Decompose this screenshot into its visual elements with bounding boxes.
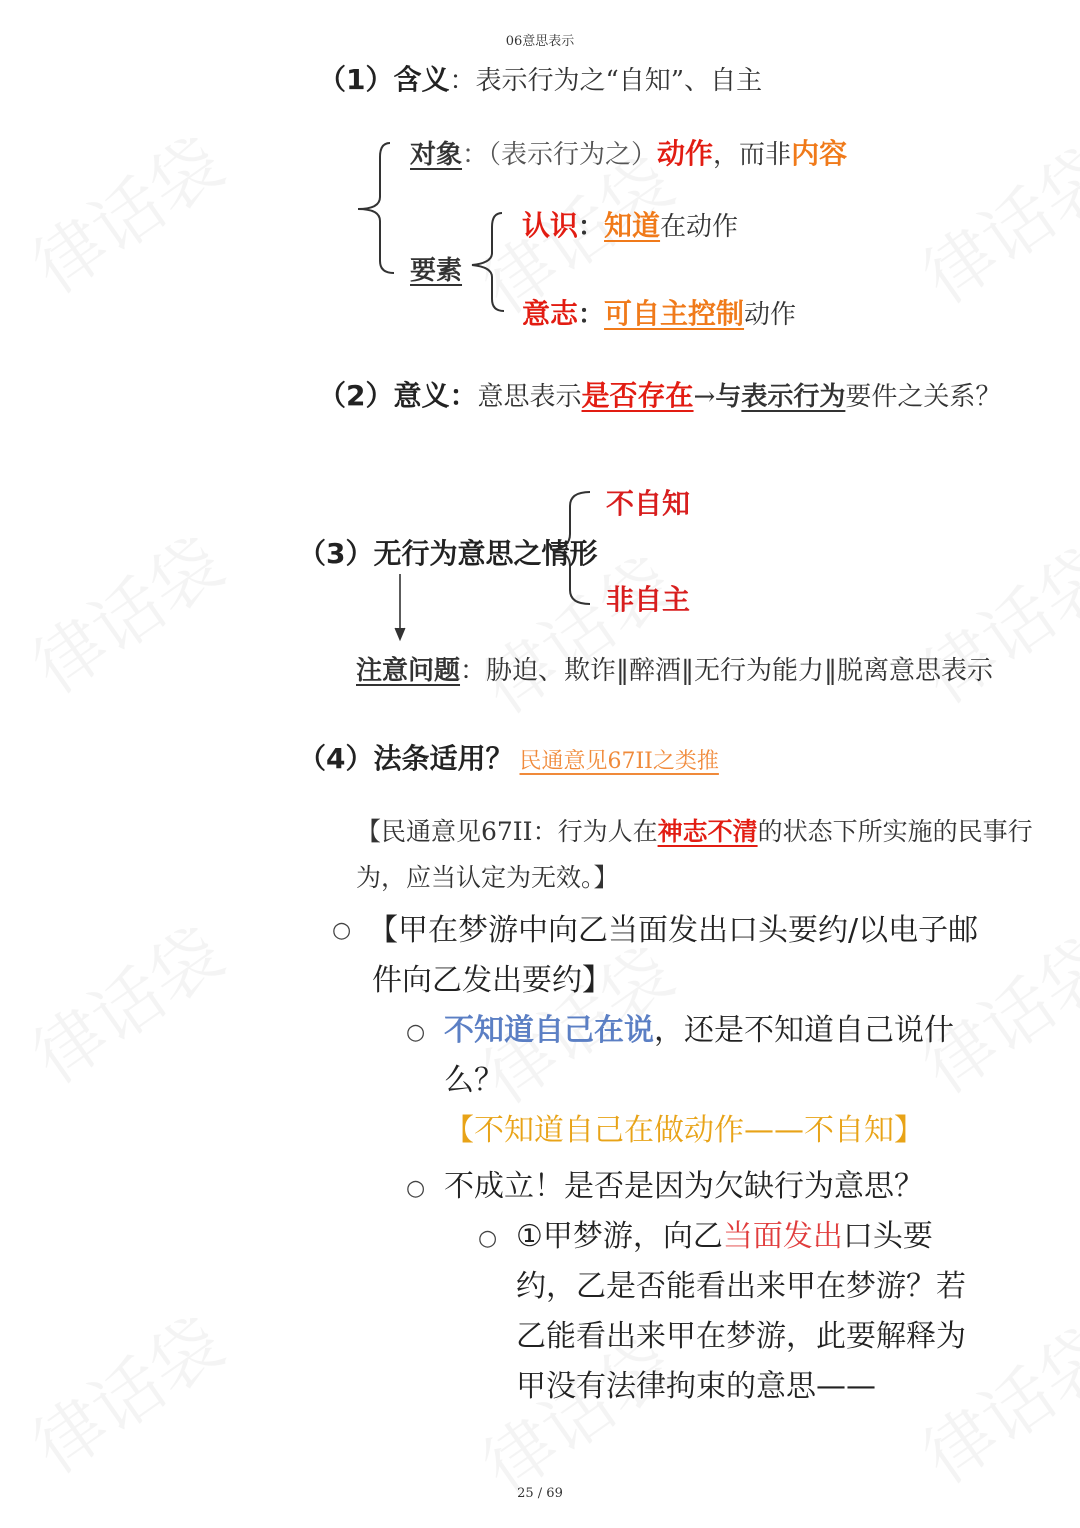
cognition-colon: ： bbox=[578, 212, 605, 242]
object-action: 动作 bbox=[657, 137, 714, 170]
quote-key: 神志不清 bbox=[657, 817, 758, 846]
will-line bbox=[522, 292, 796, 332]
quote-line-2: 为，应当认定为无效。】 bbox=[356, 863, 619, 892]
section4-title: 法条适用？ bbox=[373, 742, 514, 775]
will-label: 意志 bbox=[522, 297, 579, 330]
section1-heading bbox=[318, 58, 762, 98]
section3-heading bbox=[298, 532, 598, 572]
cognition-key: 知道 bbox=[604, 209, 661, 242]
section2-lead: 意思表示 bbox=[477, 382, 582, 412]
section1-desc: ：表示行为之“自知”、自主 bbox=[449, 66, 763, 96]
bullet-icon: ○ bbox=[478, 1226, 498, 1251]
section3-note bbox=[356, 650, 993, 687]
cognition-rest: 在动作 bbox=[660, 212, 739, 242]
quote-line-1 bbox=[356, 812, 1033, 848]
cognition-label: 认识 bbox=[522, 209, 579, 242]
section3-num: （3） bbox=[298, 537, 374, 570]
note-3: 不成立！是否是因为欠缺行为意思？ bbox=[444, 1169, 924, 1204]
section1-title: 含义 bbox=[393, 63, 450, 96]
will-rest: 动作 bbox=[744, 300, 797, 330]
watermark bbox=[10, 900, 240, 1103]
watermark bbox=[10, 510, 240, 713]
object-paren: ：（表示行为之） bbox=[462, 140, 658, 170]
bullet-icon: ○ bbox=[406, 1020, 426, 1045]
section2-title: 意义 bbox=[393, 379, 450, 412]
section3-title: 无行为意思之情形 bbox=[373, 537, 598, 570]
section2-mid: 与 bbox=[715, 382, 742, 412]
watermark bbox=[900, 120, 1080, 323]
section4-heading bbox=[298, 737, 719, 777]
section2-arrow: → bbox=[693, 382, 716, 412]
section1-num: （1） bbox=[318, 63, 394, 96]
cognition-line bbox=[522, 204, 738, 244]
watermark bbox=[900, 520, 1080, 723]
section2-colon: ： bbox=[449, 379, 478, 412]
element-label: 要素 bbox=[410, 256, 463, 286]
note-4 bbox=[516, 1212, 980, 1412]
note-2-rest: ，还是不知道自己说什么？ bbox=[444, 1013, 954, 1098]
quote-line1-a: 【民通意见67II：行为人在 bbox=[356, 817, 658, 846]
section2-underline: 表示行为 bbox=[741, 382, 846, 412]
object-content: 内容 bbox=[791, 137, 848, 170]
object-line bbox=[410, 132, 847, 172]
will-colon: ： bbox=[578, 300, 605, 330]
note-4-b: 口头要约，乙是否能看出来甲在梦游？若乙能看出来甲在梦游，此要解释为甲没有法律拘束的意思—— bbox=[516, 1219, 966, 1404]
bullet-icon: ○ bbox=[332, 918, 352, 943]
section2-heading bbox=[318, 374, 1001, 414]
section2-key: 是否存在 bbox=[581, 379, 694, 412]
bullet-icon: ○ bbox=[406, 1176, 426, 1201]
note-4-red: 当面发出 bbox=[722, 1219, 843, 1254]
watermark bbox=[10, 110, 240, 313]
section3-branch-2: 非自主 bbox=[606, 583, 691, 616]
page-footer: 25 / 69 bbox=[517, 1486, 563, 1501]
section4-num: （4） bbox=[298, 742, 374, 775]
note-2-blue: 不知道自己在说 bbox=[444, 1013, 654, 1048]
watermark bbox=[10, 1290, 240, 1493]
object-mid: ，而非 bbox=[713, 140, 792, 170]
section2-rest: 要件之关系？ bbox=[845, 382, 1002, 412]
note-2-gold: 【不知道自己在做动作——不自知】 bbox=[444, 1113, 924, 1148]
note-4-a: ①甲梦游，向乙 bbox=[516, 1219, 723, 1254]
note-label: 注意问题 bbox=[356, 656, 461, 686]
quote-line1-b: 的状态下所实施的民事行 bbox=[757, 817, 1033, 846]
will-key: 可自主控制 bbox=[604, 297, 745, 330]
object-label: 对象 bbox=[410, 140, 463, 170]
section3-branch-1: 不自知 bbox=[606, 487, 691, 520]
note-2 bbox=[444, 1006, 980, 1156]
section4-ref: 民通意见67II之类推 bbox=[519, 749, 719, 774]
note-1: 【甲在梦游中向乙当面发出口头要约/以电子邮件向乙发出要约】 bbox=[368, 913, 979, 998]
page-header: 06意思表示 bbox=[505, 34, 575, 49]
note-text: ：胁迫、欺诈‖醉酒‖无行为能力‖脱离意思表示 bbox=[460, 656, 994, 686]
section2-num: （2） bbox=[318, 379, 394, 412]
